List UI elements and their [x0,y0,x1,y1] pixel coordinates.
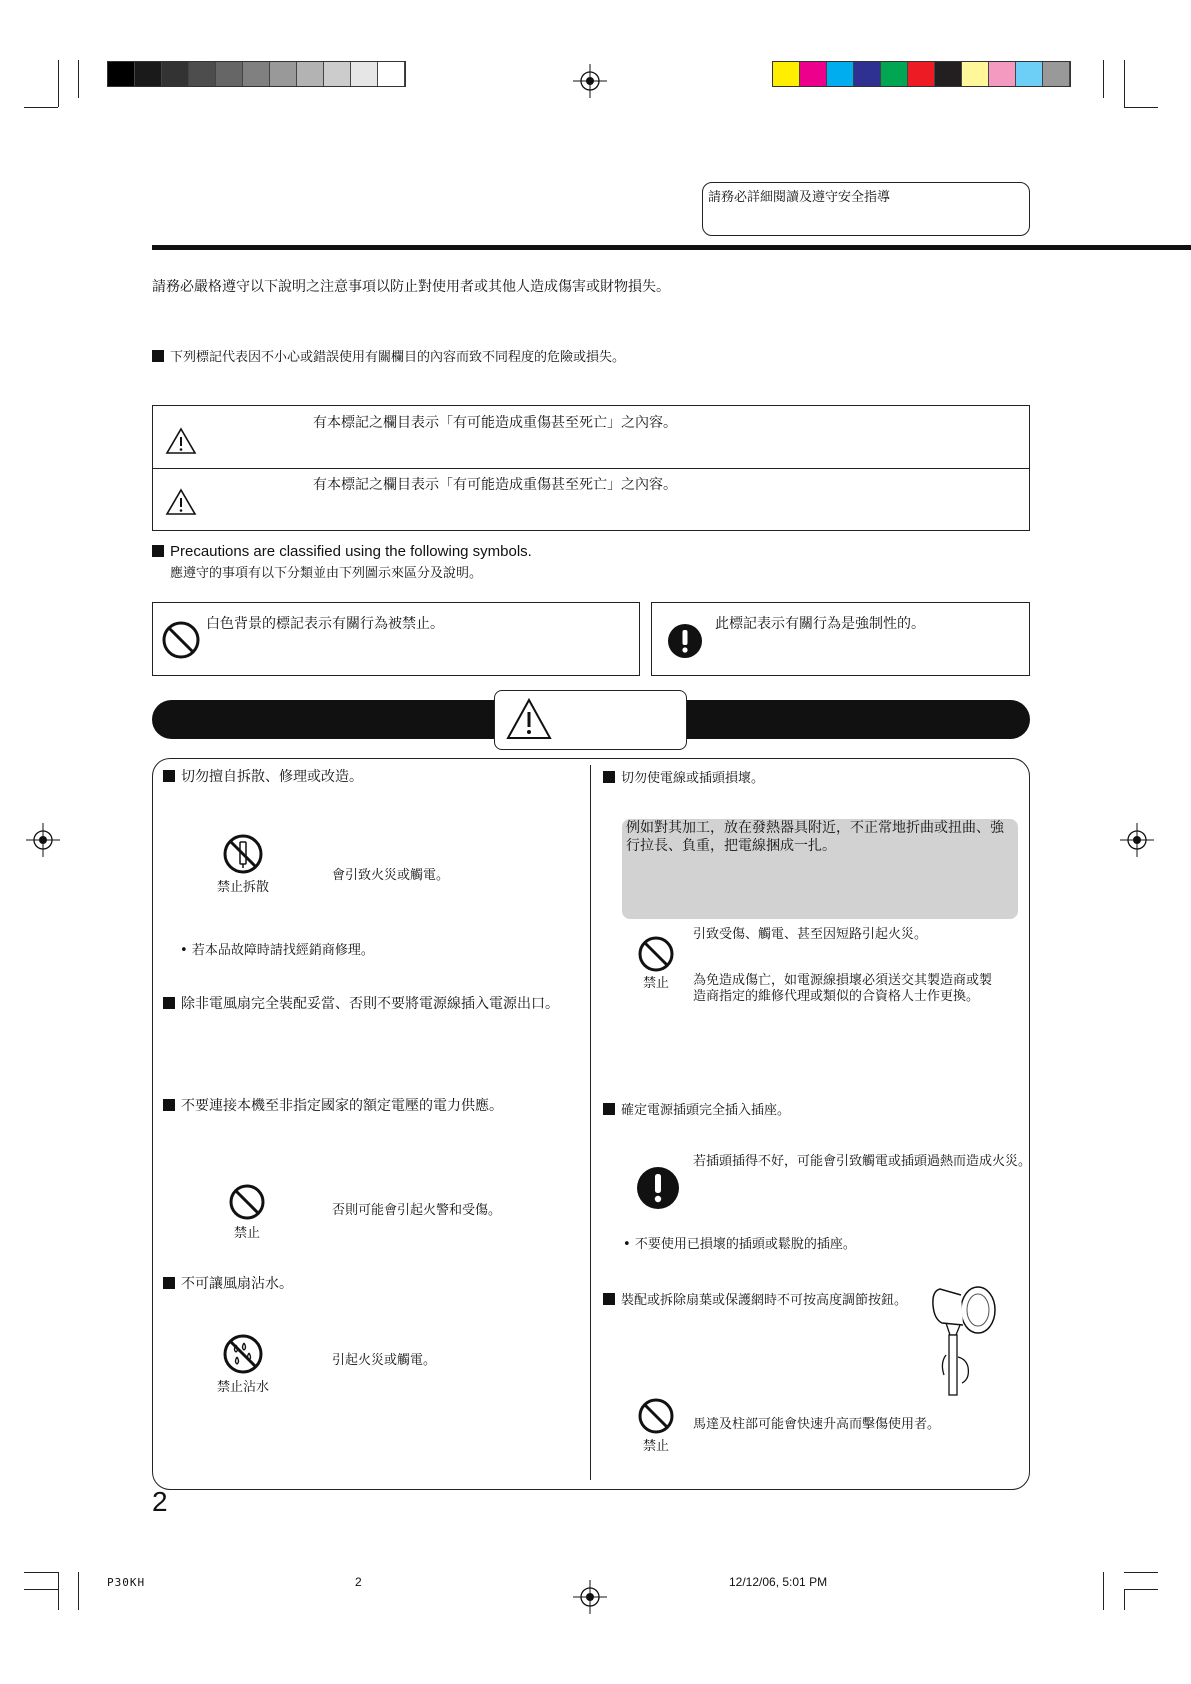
section-title: 不要連接本機至非指定國家的額定電壓的電力供應。 [163,1095,503,1115]
color-swatch [989,62,1016,86]
bullet-square-icon [152,350,164,362]
registration-mark-icon [1120,823,1154,857]
section-title: 裝配或拆除扇葉或保護網時不可按高度調節按鈕。 [603,1289,907,1308]
bullet-square-icon [163,1277,175,1289]
section-description: 會引致火災或觸電。 [332,868,450,883]
bullet-square-icon [603,1103,615,1115]
color-swatch [162,62,189,86]
fan-height-adjustment-illustration [928,1283,1000,1399]
warning-banner-label-box [494,690,687,750]
bullet-square-icon [603,771,615,783]
section-title: 確定電源插頭完全插入插座。 [603,1099,790,1118]
section-description: 引致受傷、觸電、甚至因短路引起火災。 [693,927,928,942]
no-disassembly-icon [222,833,264,875]
color-swatch [243,62,270,86]
color-swatch [827,62,854,86]
color-swatch [773,62,800,86]
example-box [622,819,1018,919]
color-swatch [935,62,962,86]
warning-triangle-icon [165,427,197,455]
footer-left: P30KH [107,1576,146,1589]
page-number: 2 [152,1486,168,1517]
section-description: 為免造成傷亡，如電源線損壞必須送交其製造商或製造商指定的維修代理或類似的合資格人士作更換。 [693,973,993,1004]
color-swatch [189,62,216,86]
hazard-levels-table [152,405,1030,531]
section-note: • 若本品故障時請找經銷商修理。 [180,943,374,958]
section-title: 不可讓風扇沾水。 [163,1273,293,1293]
registration-mark-icon [573,1580,607,1614]
hazard-row [153,468,1029,530]
section-description: 引起火災或觸電。 [332,1353,437,1368]
color-swatch [135,62,162,86]
icon-caption: 禁止 [233,1226,260,1241]
prohibition-icon [637,1397,675,1435]
hazard-text: 有本標記之欄目表示「有可能造成重傷甚至死亡」之內容。 [313,477,677,493]
legend-heading: 下列標記代表因不小心或錯誤使用有關欄目的內容而致不同程度的危險或損失。 [152,346,625,365]
symbols-subheading: 應遵守的事項有以下分類並由下列圖示來區分及說明。 [170,566,483,581]
footer-right: 12/12/06, 5:01 PM [729,1575,828,1589]
no-water-icon [222,1333,264,1375]
section-note: • 不要使用已損壞的插頭或鬆脫的插座。 [623,1237,856,1252]
hazard-text: 有本標記之欄目表示「有可能造成重傷甚至死亡」之內容。 [313,415,677,431]
color-swatch [108,62,135,86]
section-title: 切勿使電線或插頭損壞。 [603,767,764,786]
color-swatch [324,62,351,86]
prohibition-icon [228,1183,266,1221]
prohibition-icon [161,620,201,660]
grayscale-calibration-bar [107,61,406,87]
icon-caption: 禁止沾水 [216,1380,269,1395]
prohibit-text: 白色背景的標記表示有關行為被禁止。 [206,616,444,632]
registration-mark-icon [26,823,60,857]
bullet-square-icon [603,1293,615,1305]
prohibit-symbol-box [152,602,640,676]
registration-mark-icon [573,64,607,98]
color-swatch [351,62,378,86]
notice-text: 請務必詳細閱讀及遵守安全指導 [708,190,891,205]
column-divider [590,765,591,1480]
warning-triangle-icon [165,488,197,516]
section-title: 除非電風扇完全裝配妥當、否則不要將電源線插入電源出口。 [163,993,559,1013]
icon-caption: 禁止 [642,1439,669,1454]
bullet-square-icon [163,1099,175,1111]
icon-caption: 禁止 [642,976,669,991]
section-description: 馬達及柱部可能會快速升高而擊傷使用者。 [693,1417,941,1432]
warning-triangle-icon [505,697,553,741]
mandatory-symbol-box [651,602,1030,676]
color-swatch [962,62,989,86]
color-swatch [800,62,827,86]
bullet-square-icon [163,770,175,782]
mandatory-action-icon [667,623,703,659]
color-calibration-bar [772,61,1071,87]
example-text: 例如對其加工，放在發熱器具附近，不正常地折曲或扭曲、強行拉長、負重，把電線捆成一扎。 [626,820,1004,854]
color-swatch [216,62,243,86]
symbols-heading: Precautions are classified using the following symbols. [152,543,532,560]
section-description: 若插頭插得不好，可能會引致觸電或插頭過熱而造成火災。 [693,1154,1032,1169]
notice-box [702,182,1030,236]
color-swatch [1043,62,1070,86]
color-swatch [297,62,324,86]
prohibition-icon [637,935,675,973]
mandatory-action-icon [636,1166,680,1210]
bullet-square-icon [152,545,164,557]
icon-caption: 禁止拆散 [216,880,269,895]
mandatory-text: 此標記表示有關行為是強制性的。 [715,616,925,632]
color-swatch [908,62,935,86]
footer-center: 2 [355,1575,362,1589]
color-swatch [854,62,881,86]
color-swatch [881,62,908,86]
intro-text: 請務必嚴格遵守以下說明之注意事項以防止對使用者或其他人造成傷害或財物損失。 [152,279,670,295]
bullet-square-icon [163,997,175,1009]
color-swatch [378,62,405,86]
section-description: 否則可能會引起火警和受傷。 [332,1203,502,1218]
hazard-row [153,406,1029,469]
color-swatch [1016,62,1043,86]
color-swatch [270,62,297,86]
header-rule [152,245,1191,250]
section-title: 切勿擅自拆散、修理或改造。 [163,766,363,786]
